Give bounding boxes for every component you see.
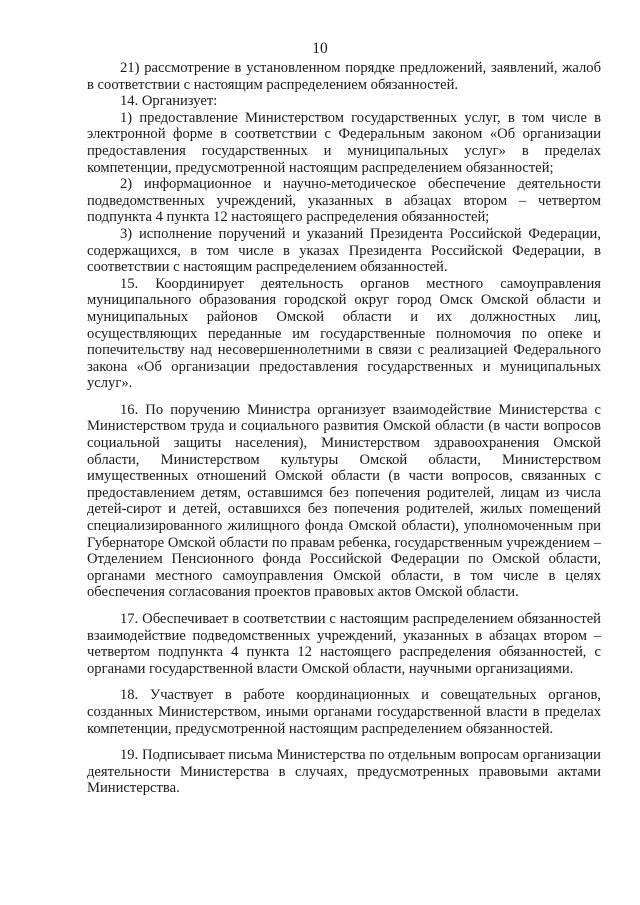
paragraph-14-1: 1) предоставление Министерством государственных услуг, в том числе в электронной форме в соответствии с Федеральным законом «Об организации предоставления государственных и муниципальных услуг» в пределах компетенции, предусмотренной настоящим распределением обязанностей; [87, 109, 601, 176]
page-number: 10 [312, 40, 328, 57]
paragraph-item-21: 21) рассмотрение в установленном порядке предложений, заявлений, жалоб в соответствии с настоящим распределением обязанностей. [87, 60, 601, 93]
paragraph-section-19: 19. Подписывает письма Министерства по отдельным вопросам организации деятельности Министерства в случаях, предусмотренных правовыми актами Министерства. [87, 747, 601, 797]
paragraph-section-17: 17. Обеспечивает в соответствии с настоящим распределением обязанностей взаимодействие подведомственных учреждений, указанных в абзацах втором – четвертом подпункта 4 пункта 12 настоящего распределения обязанностей, с органами государственной власти Омской области, научными организациями. [87, 611, 601, 677]
document-body [87, 60, 601, 797]
paragraph-14-3: 3) исполнение поручений и указаний Президента Российской Федерации, содержащихся, в том числе в указах Президента Российской Федерации, в соответствии с настоящим распределением обязанностей. [87, 225, 601, 276]
paragraph-14-2: 2) информационное и научно-методическое обеспечение деятельности подведомственных учреждений, указанных в абзацах втором – четвертом подпункта 4 пункта 12 настоящего распределения обязанностей; [87, 176, 601, 226]
paragraph-section-18: 18. Участвует в работе координационных и совещательных органов, созданных Министерством, иными органами государственной власти в пределах компетенции, предусмотренной настоящим распределением обязанностей. [87, 687, 601, 737]
paragraph-section-14-heading: 14. Организует: [120, 93, 218, 110]
paragraph-section-15: 15. Координирует деятельность органов местного самоуправления муниципального образования городской округ город Омск Омской области и муниципальных районов Омской области и их должностных лиц, осуществляющих переданные им государственные полномочия по опеке и попечительству над несовершеннолетними в связи с реализацией Федерального закона «Об организации предоставления государственных и муниципальных услуг». [87, 275, 601, 392]
paragraph-section-16: 16. По поручению Министра организует взаимодействие Министерства с Министерством труда и социального развития Омской области (в части вопросов социальной защиты населения), Министерством здравоохранения Омской области, Министерством культуры Омской области, Министерством имущественных отношений Омской области (в части вопросов, связанных с предоставлением детям, оставшимся без попечения родителей, лицам из числа детей-сирот и детей, оставшихся без попечения родителей, жилых помещений специализированного жилищного фонда Омской области), уполномоченным при Губернаторе Омской области по правам ребенка, государственным учреждением – Отделением Пенсионного фонда Российской Федерации по Омской области, органами местного самоуправления Омской области, в том числе в целях обеспечения согласования проектов правовых актов Омской области. [87, 401, 601, 601]
